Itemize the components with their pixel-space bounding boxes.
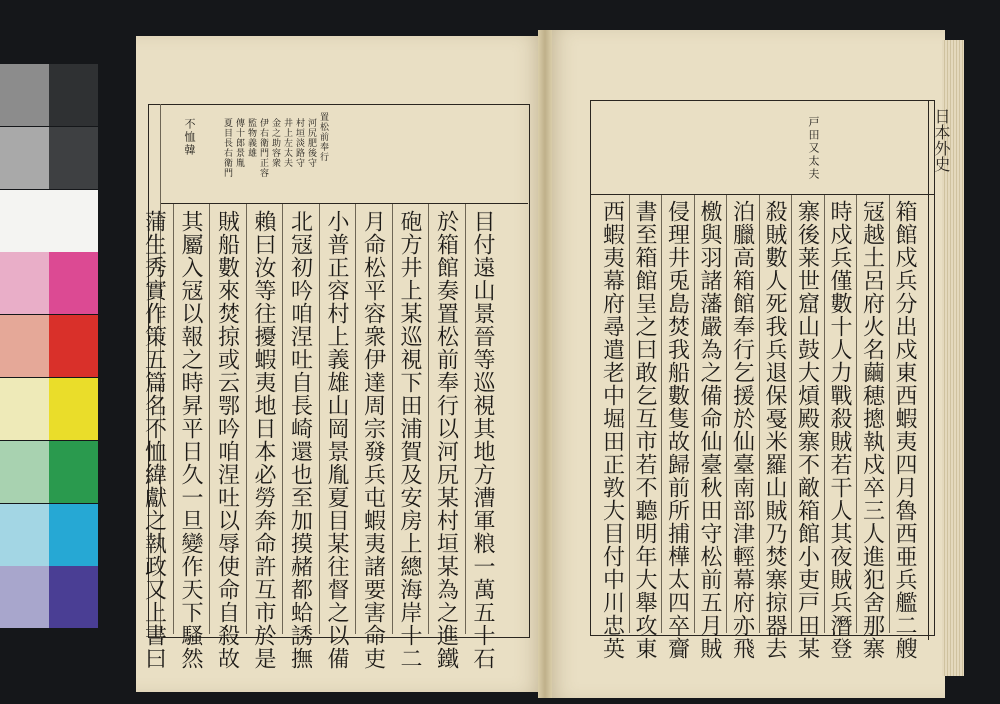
text-column: 其屬入冦以報之時昇平日久一旦變作天下騷然 bbox=[178, 210, 203, 670]
column-divider bbox=[392, 204, 393, 634]
text-column: 砲方井上某巡視下田浦賀及安房上總海岸十二 bbox=[397, 210, 422, 670]
column-divider bbox=[824, 195, 825, 633]
column-divider bbox=[246, 204, 247, 634]
fore-edge-title: 日本外史 bbox=[932, 108, 951, 172]
text-column: 箱館戍兵分出戍東西蝦夷四月魯西亜兵艦二艘 bbox=[892, 200, 917, 660]
column-divider bbox=[889, 195, 890, 633]
text-column: 書至箱館呈之曰敢乞互市若不聽明年大舉攻東 bbox=[632, 200, 657, 660]
calibration-patch bbox=[49, 441, 98, 503]
text-column: 殺賊數人死我兵退保戞米羅山賊乃焚寨掠器去 bbox=[762, 200, 787, 660]
calibration-patch bbox=[0, 441, 49, 503]
book-spine bbox=[538, 30, 552, 698]
right-header-label: 戸田又太夫 bbox=[807, 116, 820, 181]
column-divider bbox=[355, 204, 356, 634]
text-column: 寨後莱世窟山鼓大熕殿寨不敵箱館小吏戸田某 bbox=[794, 200, 820, 660]
header-note: 村垣淡路守 bbox=[294, 118, 304, 168]
column-divider bbox=[694, 195, 695, 633]
column-divider bbox=[173, 204, 174, 634]
header-note: 井上左太夫 bbox=[282, 118, 292, 168]
calibration-patch bbox=[0, 566, 49, 628]
column-divider bbox=[856, 195, 857, 633]
column-divider bbox=[428, 204, 429, 634]
text-column: 目付遠山景晉等巡視其地方漕軍粮一萬五十石 bbox=[470, 210, 495, 670]
color-calibration-strip bbox=[0, 64, 98, 630]
text-column: 賴曰汝等往擾蝦夷地日本必勞奔命許互市於是 bbox=[251, 210, 276, 670]
calibration-patch bbox=[49, 566, 98, 628]
calibration-patch bbox=[49, 504, 98, 566]
column-divider bbox=[791, 195, 792, 633]
text-column: 蒲生秀實作策五篇名不恤緯獻之執政又上書曰 bbox=[141, 210, 167, 670]
header-note: 金之助容衆 bbox=[270, 118, 280, 168]
calibration-patch bbox=[0, 252, 49, 314]
calibration-patch bbox=[0, 378, 49, 440]
calibration-patch bbox=[0, 504, 49, 566]
header-note: 河尻肥後守 bbox=[306, 118, 316, 168]
text-column: 泊臘高箱館奉行乞援於仙臺南部津輕幕府亦飛 bbox=[729, 200, 755, 660]
header-note: 監物義雄 bbox=[246, 118, 256, 158]
header-note: 夏目長右衛門 bbox=[222, 118, 232, 178]
column-divider bbox=[759, 195, 760, 633]
text-column: 侵理井兎島焚我船數隻故歸前所捕樺太四卒齎 bbox=[664, 200, 690, 660]
text-column: 小普正容村上義雄山岡景胤夏目某往督之以備 bbox=[324, 210, 349, 670]
text-column: 西蝦夷幕府尋遣老中堀田正敦大目付中川忠英 bbox=[599, 200, 625, 660]
column-divider bbox=[661, 195, 662, 633]
calibration-patch bbox=[0, 64, 49, 126]
calibration-patch bbox=[49, 190, 98, 252]
left-header-label: 不恤韓 bbox=[183, 118, 196, 157]
calibration-patch bbox=[49, 64, 98, 126]
left-header-rule bbox=[160, 203, 528, 204]
text-column: 於箱館奏置松前奉行以河尻某村垣某為之進鐵 bbox=[433, 210, 459, 670]
text-column: 冦越土呂府火名繭穂摠執戍卒三人進犯舍那寨 bbox=[859, 200, 885, 660]
calibration-patch bbox=[49, 252, 98, 314]
column-divider bbox=[726, 195, 727, 633]
text-column: 月命松平容衆伊達周宗發兵屯蝦夷諸要害命吏 bbox=[360, 210, 386, 670]
calibration-patch bbox=[0, 315, 49, 377]
column-divider bbox=[209, 204, 210, 634]
column-divider bbox=[629, 195, 630, 633]
calibration-patch bbox=[0, 190, 49, 252]
text-column: 北冦初吟咱涅吐自長崎還也至加摸赭都蛤誘撫 bbox=[287, 210, 313, 670]
calibration-patch bbox=[49, 127, 98, 189]
header-note: 伊右衛門正容 bbox=[258, 118, 268, 178]
column-divider bbox=[465, 204, 466, 634]
text-column: 時戍兵僅數十人力戰殺賊若干人其夜賊兵潛登 bbox=[827, 200, 852, 660]
right-header-rule bbox=[590, 194, 935, 195]
text-column: 檄與羽諸藩嚴為之備命仙臺秋田守松前五月賊 bbox=[697, 200, 722, 660]
header-note: 傳十郎景胤 bbox=[234, 118, 244, 168]
calibration-patch bbox=[49, 315, 98, 377]
calibration-patch bbox=[0, 127, 49, 189]
calibration-patch bbox=[49, 378, 98, 440]
text-column: 賊船數來焚掠或云鄂吟咱涅吐以辱使命自殺故 bbox=[214, 210, 240, 670]
column-divider bbox=[319, 204, 320, 634]
header-note: 置松前奉行 bbox=[318, 112, 328, 162]
next-page-edge bbox=[928, 100, 949, 640]
column-divider bbox=[282, 204, 283, 634]
